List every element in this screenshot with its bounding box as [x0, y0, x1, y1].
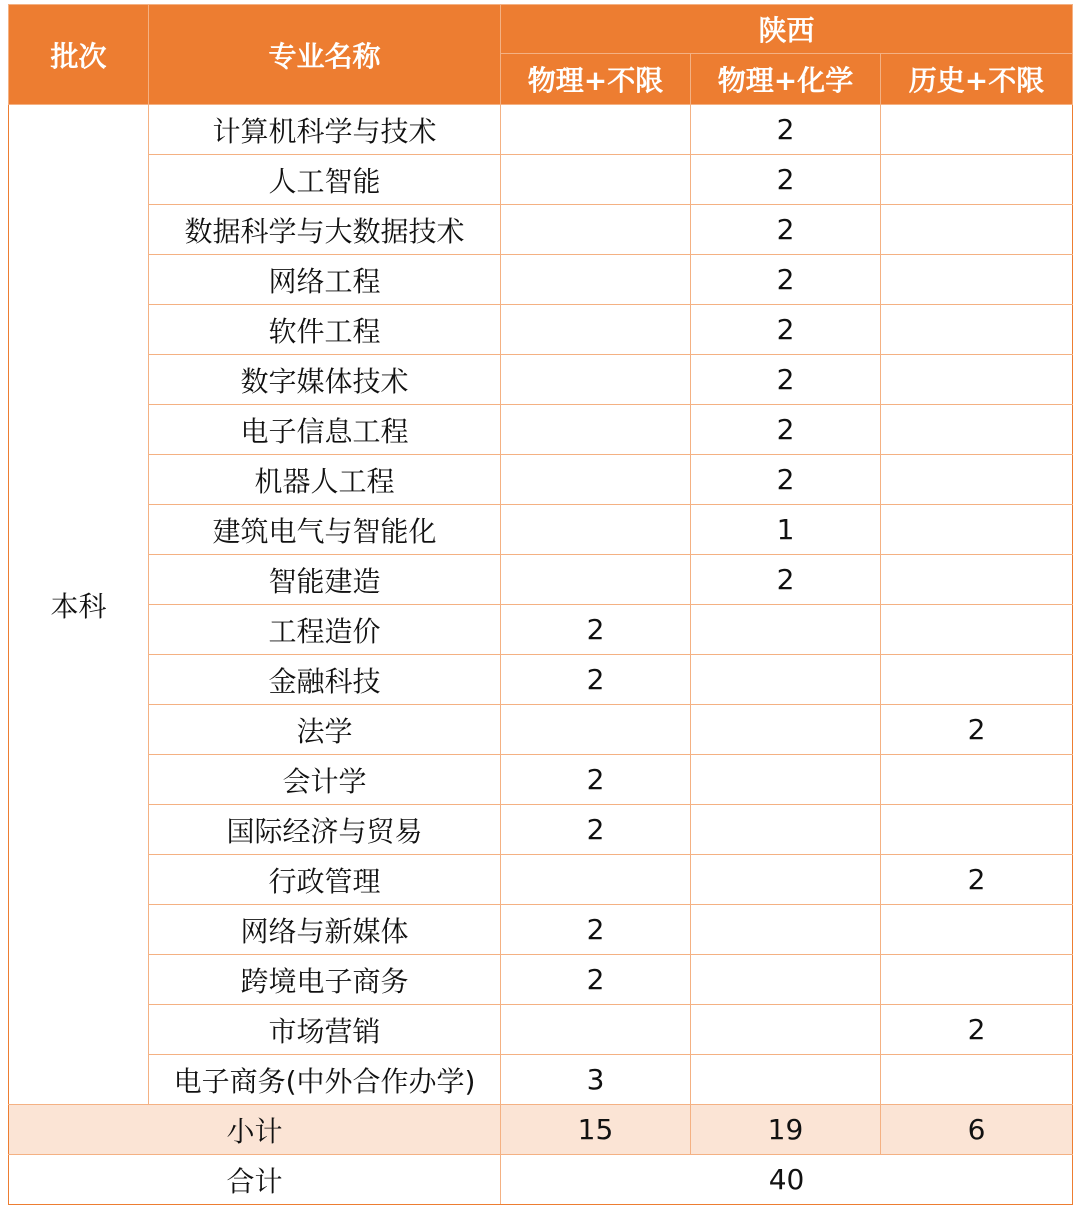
- quota-physics-any: [501, 1005, 691, 1055]
- total-label: 合计: [9, 1155, 501, 1205]
- major-name: 数字媒体技术: [149, 355, 501, 405]
- quota-history-any: [881, 555, 1073, 605]
- quota-physics-any: 2: [501, 755, 691, 805]
- major-name: 网络工程: [149, 255, 501, 305]
- header-province: 陕西: [501, 5, 1073, 54]
- quota-physics-chemistry: 2: [691, 555, 881, 605]
- quota-physics-any: 2: [501, 655, 691, 705]
- table-row: [9, 355, 1073, 405]
- quota-history-any: [881, 955, 1073, 1005]
- header-major: 专业名称: [149, 5, 501, 105]
- quota-physics-chemistry: 2: [691, 255, 881, 305]
- major-name: 机器人工程: [149, 455, 501, 505]
- total-value: 40: [501, 1155, 1073, 1205]
- quota-history-any: [881, 905, 1073, 955]
- table-body: [9, 105, 1073, 1205]
- quota-physics-chemistry: 2: [691, 305, 881, 355]
- major-name: 会计学: [149, 755, 501, 805]
- quota-physics-any: [501, 455, 691, 505]
- header-category-physics-any: 物理+不限: [501, 54, 691, 105]
- quota-physics-any: 2: [501, 605, 691, 655]
- quota-physics-any: 2: [501, 955, 691, 1005]
- major-name: 国际经济与贸易: [149, 805, 501, 855]
- table-row: [9, 805, 1073, 855]
- quota-physics-any: [501, 205, 691, 255]
- table-row: [9, 755, 1073, 805]
- quota-history-any: [881, 1055, 1073, 1105]
- table-row: [9, 1055, 1073, 1105]
- header-row-1: [9, 5, 1073, 54]
- quota-history-any: 2: [881, 855, 1073, 905]
- quota-history-any: [881, 305, 1073, 355]
- quota-history-any: [881, 155, 1073, 205]
- total-row: [9, 1155, 1073, 1205]
- table-row: [9, 155, 1073, 205]
- quota-physics-chemistry: [691, 805, 881, 855]
- quota-physics-any: [501, 355, 691, 405]
- quota-physics-any: 3: [501, 1055, 691, 1105]
- table-row: [9, 505, 1073, 555]
- major-name: 计算机科学与技术: [149, 105, 501, 155]
- table-row: [9, 205, 1073, 255]
- major-name: 智能建造: [149, 555, 501, 605]
- major-name: 行政管理: [149, 855, 501, 905]
- major-name: 市场营销: [149, 1005, 501, 1055]
- major-name: 网络与新媒体: [149, 905, 501, 955]
- quota-physics-chemistry: 2: [691, 155, 881, 205]
- quota-physics-any: [501, 405, 691, 455]
- quota-physics-chemistry: [691, 955, 881, 1005]
- quota-history-any: [881, 455, 1073, 505]
- quota-history-any: [881, 505, 1073, 555]
- quota-physics-chemistry: [691, 1055, 881, 1105]
- major-name: 数据科学与大数据技术: [149, 205, 501, 255]
- major-name: 法学: [149, 705, 501, 755]
- quota-history-any: 2: [881, 705, 1073, 755]
- quota-physics-any: 2: [501, 805, 691, 855]
- quota-physics-chemistry: 2: [691, 355, 881, 405]
- quota-physics-chemistry: [691, 755, 881, 805]
- quota-history-any: [881, 105, 1073, 155]
- subtotal-value-physics-chemistry: 19: [691, 1105, 881, 1155]
- quota-physics-any: [501, 705, 691, 755]
- table-row: [9, 655, 1073, 705]
- quota-physics-any: [501, 855, 691, 905]
- quota-physics-chemistry: 1: [691, 505, 881, 555]
- quota-physics-chemistry: [691, 855, 881, 905]
- quota-history-any: [881, 805, 1073, 855]
- table-row: [9, 555, 1073, 605]
- table-row: [9, 705, 1073, 755]
- table-row: [9, 455, 1073, 505]
- major-name: 人工智能: [149, 155, 501, 205]
- quota-history-any: [881, 405, 1073, 455]
- quota-physics-chemistry: [691, 705, 881, 755]
- header-category-physics-chemistry: 物理+化学: [691, 54, 881, 105]
- subtotal-label: 小计: [9, 1105, 501, 1155]
- major-name: 电子商务(中外合作办学): [149, 1055, 501, 1105]
- quota-history-any: [881, 205, 1073, 255]
- table-row: [9, 955, 1073, 1005]
- quota-physics-chemistry: [691, 905, 881, 955]
- major-name: 建筑电气与智能化: [149, 505, 501, 555]
- quota-physics-any: [501, 555, 691, 605]
- quota-physics-chemistry: [691, 605, 881, 655]
- subtotal-row: [9, 1105, 1073, 1155]
- header-batch: 批次: [9, 5, 149, 105]
- batch-cell: 本科: [9, 105, 149, 1105]
- major-name: 软件工程: [149, 305, 501, 355]
- subtotal-value-history-any: 6: [881, 1105, 1073, 1155]
- table-row: [9, 605, 1073, 655]
- major-name: 工程造价: [149, 605, 501, 655]
- quota-physics-chemistry: 2: [691, 405, 881, 455]
- table-row: [9, 105, 1073, 155]
- quota-history-any: [881, 355, 1073, 405]
- quota-history-any: 2: [881, 1005, 1073, 1055]
- quota-history-any: [881, 605, 1073, 655]
- quota-history-any: [881, 655, 1073, 705]
- quota-history-any: [881, 755, 1073, 805]
- quota-physics-any: [501, 305, 691, 355]
- table-row: [9, 255, 1073, 305]
- table-row: [9, 405, 1073, 455]
- quota-physics-any: 2: [501, 905, 691, 955]
- table-row: [9, 1005, 1073, 1055]
- quota-physics-chemistry: 2: [691, 105, 881, 155]
- table-row: [9, 905, 1073, 955]
- major-name: 金融科技: [149, 655, 501, 705]
- quota-physics-any: [501, 255, 691, 305]
- quota-physics-any: [501, 105, 691, 155]
- major-name: 电子信息工程: [149, 405, 501, 455]
- quota-physics-any: [501, 505, 691, 555]
- quota-physics-any: [501, 155, 691, 205]
- quota-history-any: [881, 255, 1073, 305]
- enrollment-plan-table: [8, 4, 1073, 1205]
- major-name: 跨境电子商务: [149, 955, 501, 1005]
- subtotal-value-physics-any: 15: [501, 1105, 691, 1155]
- quota-physics-chemistry: [691, 1005, 881, 1055]
- table-row: [9, 855, 1073, 905]
- quota-physics-chemistry: 2: [691, 205, 881, 255]
- quota-physics-chemistry: 2: [691, 455, 881, 505]
- quota-physics-chemistry: [691, 655, 881, 705]
- header-category-history-any: 历史+不限: [881, 54, 1073, 105]
- table-row: [9, 305, 1073, 355]
